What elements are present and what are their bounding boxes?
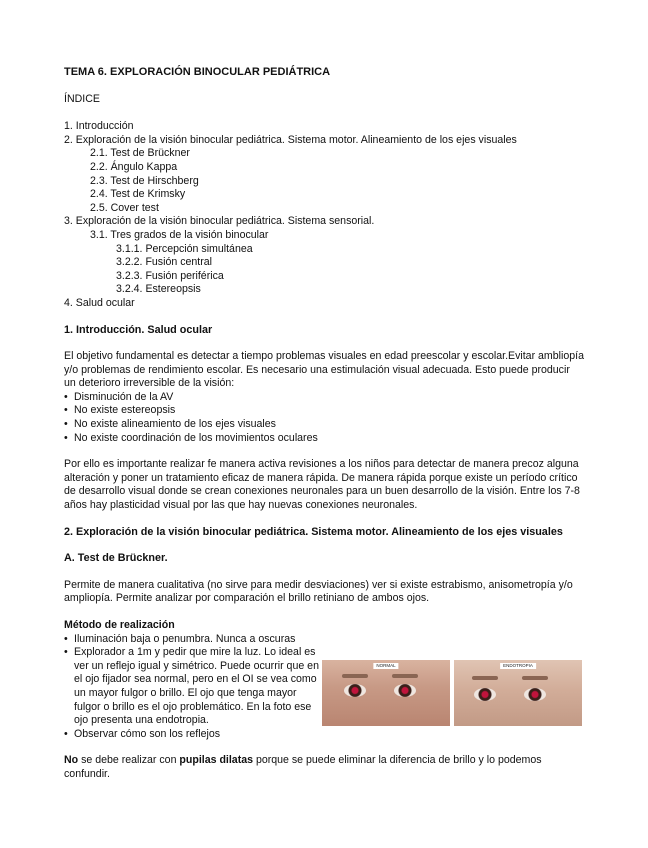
toc-item: 3.1. Tres grados de la visión binocular xyxy=(90,228,269,241)
index-label: ÍNDICE xyxy=(64,92,100,105)
table-of-contents xyxy=(64,120,584,310)
bruckner-photos xyxy=(322,660,582,726)
section-2-heading: 2. Exploración de la visión binocular pediátrica. Sistema motor. Alineamiento de los ejes visuales xyxy=(64,525,563,538)
section-1-bullet-list xyxy=(64,391,584,445)
toc-item: 3. Exploración de la visión binocular pediátrica. Sistema sensorial. xyxy=(64,215,375,228)
toc-item: 2. Exploración de la visión binocular pediátrica. Sistema motor. Alineamiento de los ejes visuales xyxy=(64,133,517,146)
list-item: • No existe estereopsis xyxy=(64,404,584,418)
photo-label: NORMAL xyxy=(373,663,398,669)
warning-pupilas: pupilas dilatas xyxy=(179,754,254,767)
toc-item: 3.2.3. Fusión periférica xyxy=(116,269,224,282)
toc-item: 3.2.2. Fusión central xyxy=(116,256,212,269)
warning-no: No xyxy=(64,754,79,767)
toc-item: 2.3. Test de Hirschberg xyxy=(90,174,199,187)
method-block xyxy=(64,619,584,741)
document-page xyxy=(64,66,584,782)
section-1-heading: 1. Introducción. Salud ocular xyxy=(64,323,213,336)
section-2-paragraph: Permite de manera cualitativa (no sirve para medir desviaciones) ver si existe estrabismo, anisometropía y/o ampliopía. Permite analizar por comparación el brillo retiniano de ambos ojos. xyxy=(64,578,573,605)
list-item xyxy=(64,646,324,728)
normal-eyes-photo xyxy=(322,660,450,726)
toc-item: 4. Salud ocular xyxy=(64,296,135,309)
toc-item: 2.4. Test de Krimsky xyxy=(90,188,186,201)
warning-paragraph xyxy=(64,754,584,781)
list-item: • No existe coordinación de los movimientos oculares xyxy=(64,432,584,446)
photo-label: ENDOTROPIA xyxy=(500,663,536,669)
toc-item: 2.1. Test de Brückner xyxy=(90,147,190,160)
toc-item: 2.2. Ángulo Kappa xyxy=(90,160,178,173)
list-item: • Disminución de la AV xyxy=(64,391,584,405)
toc-item: 3.1.1. Percepción simultánea xyxy=(116,242,253,255)
list-item: • Observar cómo son los reflejos xyxy=(64,728,584,742)
section-1-paragraph-1: El objetivo fundamental es detectar a tiempo problemas visuales en edad preescolar y escolar.Evitar ambliopía y/o problemas de rendimiento escolar. Es necesario una estimulación visual adecuada. Esto puede producir un deterioro irreversible de la visión: xyxy=(64,350,584,390)
toc-item: 1. Introducción xyxy=(64,120,134,133)
list-item: • No existe alineamiento de los ejes visuales xyxy=(64,418,584,432)
document-title: TEMA 6. EXPLORACIÓN BINOCULAR PEDIÁTRICA xyxy=(64,66,331,78)
method-bullet-2-text: Explorador a 1m y pedir que mire la luz. Lo ideal es ver un reflejo igual y simétrico. Puede ocurrir que en el ojo fijador sea normal, pero en el OI se vea como un mayor fulgor o brillo. El ojo que tenga mayor fulgor o brillo es el ojo problemático. En la foto ese ojo presenta una endotropia. xyxy=(74,646,319,727)
warning-part-1: se debe realizar con xyxy=(78,754,180,767)
warning-part-2: porque se puede eliminar la diferencia de brillo y lo podemos confundir. xyxy=(64,754,542,780)
section-2-subheading: A. Test de Brückner. xyxy=(64,552,168,565)
toc-item: 2.5. Cover test xyxy=(90,201,159,214)
section-1-paragraph-2: Por ello es importante realizar fe manera activa revisiones a los niños para detectar de manera precoz alguna alteración y poner un tratamiento eficaz de manera rápida. De manera rápida porque existe un período crítico de desarrollo visual donde se crean conexiones neuronales para un buen desarrollo de la visión. Entre los 7-8 años hay plasticidad visual por las que hay nuevas conexiones neuronales. xyxy=(64,458,580,512)
endotropia-eyes-photo xyxy=(454,660,582,726)
list-item: • Iluminación baja o penumbra. Nunca a oscuras xyxy=(64,633,584,647)
toc-item: 3.2.4. Estereopsis xyxy=(116,283,201,296)
method-title: Método de realización xyxy=(64,619,175,631)
